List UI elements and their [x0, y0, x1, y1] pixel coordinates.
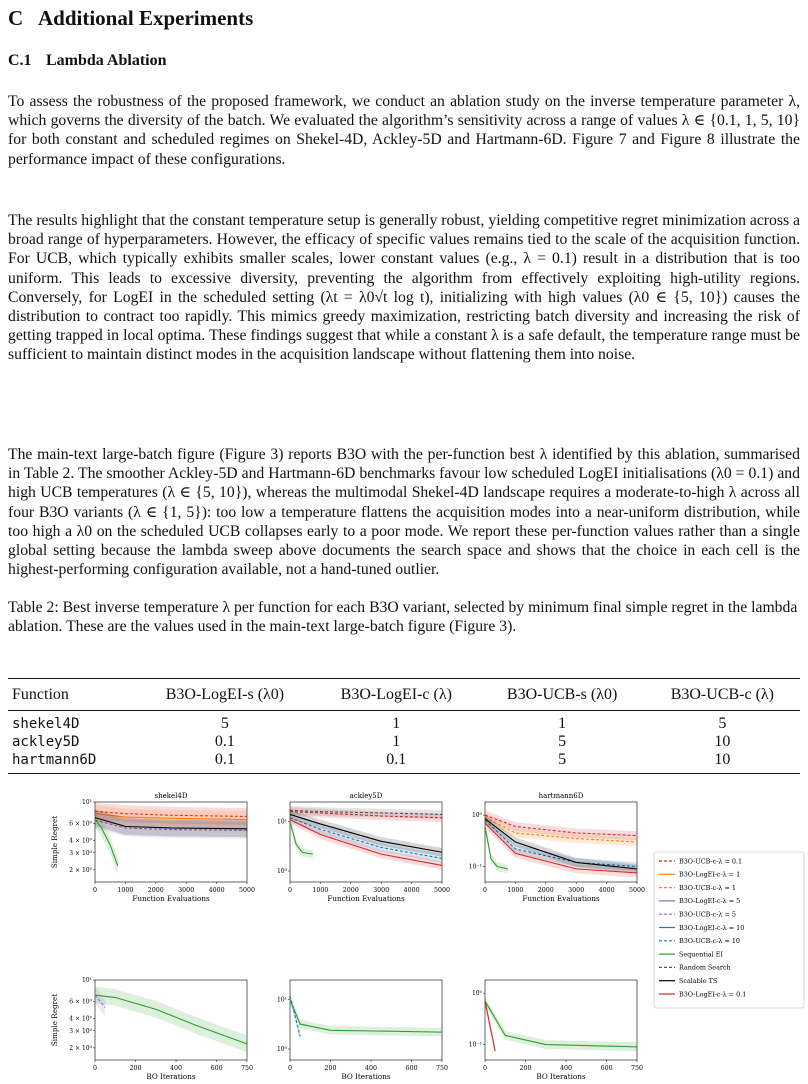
table-caption: Table 2: Best inverse temperature λ per function for each B3O variant, selected by minimum final simple regret in the lambda ablation. These are the values used in the main-text large-batch figure (Figure 3). [8, 599, 798, 636]
x-axis-label: BO Iterations [536, 1072, 586, 1081]
y-tick-label: 2 × 10⁰ [69, 1044, 92, 1052]
header-function: Function [8, 679, 137, 711]
x-tick-label: 1000 [507, 887, 524, 894]
chart-legend [654, 852, 804, 1008]
y-tick-label: 10¹ [276, 818, 287, 826]
x-axis-label: Function Evaluations [132, 894, 210, 903]
legend-label: B3O-LogEI-c-λ = 5 [679, 897, 741, 906]
y-tick-label: 10⁰ [471, 990, 482, 998]
x-tick-label: 5000 [628, 887, 646, 894]
x-tick-label: 0 [92, 887, 98, 894]
header-ucb-c: B3O-UCB-c (λ) [645, 679, 800, 711]
y-tick-label: 6 × 10⁰ [69, 998, 92, 1006]
legend-label: B3O-UCB-c-λ = 5 [679, 910, 736, 919]
x-axis-label: BO Iterations [341, 1072, 391, 1081]
x-tick-label: 5000 [238, 887, 256, 894]
y-tick-label: 10⁰ [276, 868, 287, 876]
table-cell: shekel4D [12, 716, 80, 732]
x-tick-label: 5000 [433, 887, 451, 894]
paragraph-1: To assess the robustness of the proposed framework, we conduct an ablation study on the inverse temperature parameter λ, which governs the diversity of the batch. We evaluated the algorithm’s sensitivity across a range of values λ ∈ {0.1, 1, 5, 10} for both constant and scheduled regimes on Shekel-4D, Ackley-5D and Hartmann-6D. Figure 7 and Figure 8 illustrate the performance impact of these configurations. [8, 93, 800, 168]
table-cell: 0.1 [313, 751, 479, 774]
x-tick-label: 200 [519, 1065, 532, 1072]
x-axis-label: BO Iterations [146, 1072, 196, 1081]
subsection-heading [8, 52, 166, 70]
x-axis-label: Function Evaluations [522, 894, 600, 903]
y-tick-label: 10⁻¹ [468, 863, 482, 871]
chart-title: ackley5D [349, 792, 383, 800]
plot-frame [290, 980, 442, 1060]
chart-panel [277, 980, 448, 1081]
y-tick-label: 4 × 10⁰ [69, 1015, 92, 1023]
y-tick-label: 10¹ [276, 996, 287, 1004]
x-tick-label: 400 [560, 1065, 573, 1072]
regret-figure [0, 780, 808, 1084]
x-tick-label: 0 [92, 1065, 98, 1072]
table-cell: 1 [558, 715, 567, 732]
x-tick-label: 4000 [598, 887, 615, 894]
table-cell: 5 [558, 733, 567, 750]
x-axis-label: Function Evaluations [327, 894, 405, 903]
legend-label: B3O-UCB-c-λ = 0.1 [679, 857, 743, 866]
table-cell: 5 [220, 715, 229, 732]
x-tick-label: 3000 [568, 887, 585, 894]
table-cell: 0.1 [137, 751, 313, 774]
table-cell: 0.1 [214, 733, 235, 750]
x-tick-label: 750 [630, 1065, 644, 1072]
table-cell: 1 [392, 733, 401, 750]
table-cell: hartmann6D [8, 751, 137, 774]
x-tick-label: 1000 [312, 887, 329, 894]
legend-label: B3O-UCB-c-λ = 1 [679, 883, 736, 892]
paragraph-3: The main-text large-batch figure (Figure 3) reports B3O with the per-function best λ identified by this ablation, summarised in Table 2. The smoother Ackley-5D and Hartmann-6D benchmarks favour low scheduled LogEI initialisations (λ0 = 0.1) and high UCB temperatures (λ ∈ {5, 10}), whereas the multimodal Shekel-4D landscape requires a moderate-to-high λ across all four B3O variants (λ ∈ {1, 5}): too low a temperature flattens the acquisition modes into a near-uniform distribution, while too high a λ0 on the scheduled UCB collapses early to a poor mode. We report these per-function values rather than a single global setting because the lambda sweep above documents the search space and shows that the choice in each cell is the highest-performing configuration available, not a hand-tuned outlier. [8, 446, 800, 579]
table-row [8, 751, 800, 774]
header-ucb-s: B3O-UCB-s (λ0) [480, 679, 645, 711]
table-cell: 5 [718, 715, 727, 732]
paragraph-2: The results highlight that the constant temperature setup is generally robust, yielding competitive regret minimization across a broad range of hyperparameters. However, the efficacy of specific values remains tied to the scale of the acquisition function. For UCB, which typically exhibits smaller scales, lower constant values (e.g., λ = 0.1) result in a distribution that is too uniform. This leads to excessive diversity, preventing the algorithm from effectively exploiting high-utility regions. Conversely, for LogEI in the scheduled setting (λt = λ0√t log t), initializing with high values (λ0 ∈ {5, 10}) causes the distribution to contract too rapidly. This mimics greedy maximization, restricting batch diversity and increasing the risk of getting trapped in local optima. These findings suggest that while a constant λ is a safe default, the temperature range must be sufficient to maintain distinct modes in the acquisition landscape without flattening them into noise. [8, 212, 800, 364]
legend-label: B3O-LogEI-c-λ = 0.1 [679, 990, 747, 999]
legend-label: Random Search [679, 963, 731, 972]
x-tick-label: 2000 [147, 887, 164, 894]
section-title: Additional Experiments [38, 6, 254, 30]
y-axis-label: Simple Regret [50, 993, 59, 1047]
x-tick-label: 3000 [178, 887, 195, 894]
table-header-row [8, 679, 800, 711]
y-axis-label: Simple Regret [50, 815, 59, 869]
table-cell: 5 [480, 751, 645, 774]
subsection-number: C.1 [8, 52, 32, 69]
legend-label: B3O-UCB-c-λ = 10 [679, 937, 740, 946]
table-row [8, 733, 800, 751]
y-tick-label: 10⁰ [276, 1046, 287, 1054]
legend-label: B3O-LogEI-c-λ = 1 [679, 870, 741, 879]
table-row [8, 711, 800, 734]
chart-panel [277, 792, 450, 903]
x-tick-label: 0 [287, 887, 293, 894]
x-tick-label: 0 [482, 1065, 488, 1072]
table-cell: 10 [714, 733, 731, 750]
x-tick-label: 750 [240, 1065, 254, 1072]
section-number: C [8, 6, 24, 30]
legend-label: Scalable TS [679, 977, 718, 985]
x-tick-label: 600 [405, 1065, 418, 1072]
section-heading [8, 6, 253, 31]
y-tick-label: 10¹ [81, 799, 92, 806]
table-cell: 10 [645, 751, 800, 774]
x-tick-label: 400 [170, 1065, 183, 1072]
x-tick-label: 750 [435, 1065, 449, 1072]
x-tick-label: 200 [324, 1065, 337, 1072]
y-tick-label: 10¹ [81, 977, 92, 984]
header-logei-s: B3O-LogEI-s (λ0) [137, 679, 313, 711]
chart-title: shekel4D [154, 792, 188, 800]
y-tick-label: 3 × 10⁰ [69, 1027, 92, 1035]
header-logei-c: B3O-LogEI-c (λ) [313, 679, 479, 711]
y-tick-label: 3 × 10⁰ [69, 849, 92, 857]
x-tick-label: 200 [129, 1065, 142, 1072]
x-tick-label: 2000 [537, 887, 554, 894]
y-tick-label: 6 × 10⁰ [69, 820, 92, 828]
chart-panel [50, 977, 253, 1081]
x-tick-label: 2000 [342, 887, 359, 894]
lambda-table [8, 678, 800, 774]
chart-panel [50, 792, 255, 903]
y-tick-label: 2 × 10⁰ [69, 866, 92, 874]
y-tick-label: 4 × 10⁰ [69, 837, 92, 845]
x-tick-label: 600 [210, 1065, 223, 1072]
chart-panel [469, 980, 643, 1081]
x-tick-label: 4000 [403, 887, 420, 894]
x-tick-label: 4000 [208, 887, 225, 894]
legend-label: B3O-LogEI-c-λ = 10 [679, 923, 745, 932]
table-cell: ackley5D [12, 734, 80, 750]
x-tick-label: 400 [365, 1065, 378, 1072]
x-tick-label: 600 [600, 1065, 613, 1072]
legend-label: Sequential EI [679, 950, 723, 959]
chart-title: hartmann6D [538, 792, 584, 800]
table-cell: 1 [392, 715, 401, 732]
x-tick-label: 3000 [373, 887, 390, 894]
x-tick-label: 0 [287, 1065, 293, 1072]
x-tick-label: 1000 [117, 887, 134, 894]
y-tick-label: 10⁻¹ [468, 1041, 482, 1049]
x-tick-label: 0 [482, 887, 488, 894]
y-tick-label: 10⁰ [471, 812, 482, 820]
chart-panel [469, 792, 645, 903]
subsection-title: Lambda Ablation [46, 52, 167, 69]
